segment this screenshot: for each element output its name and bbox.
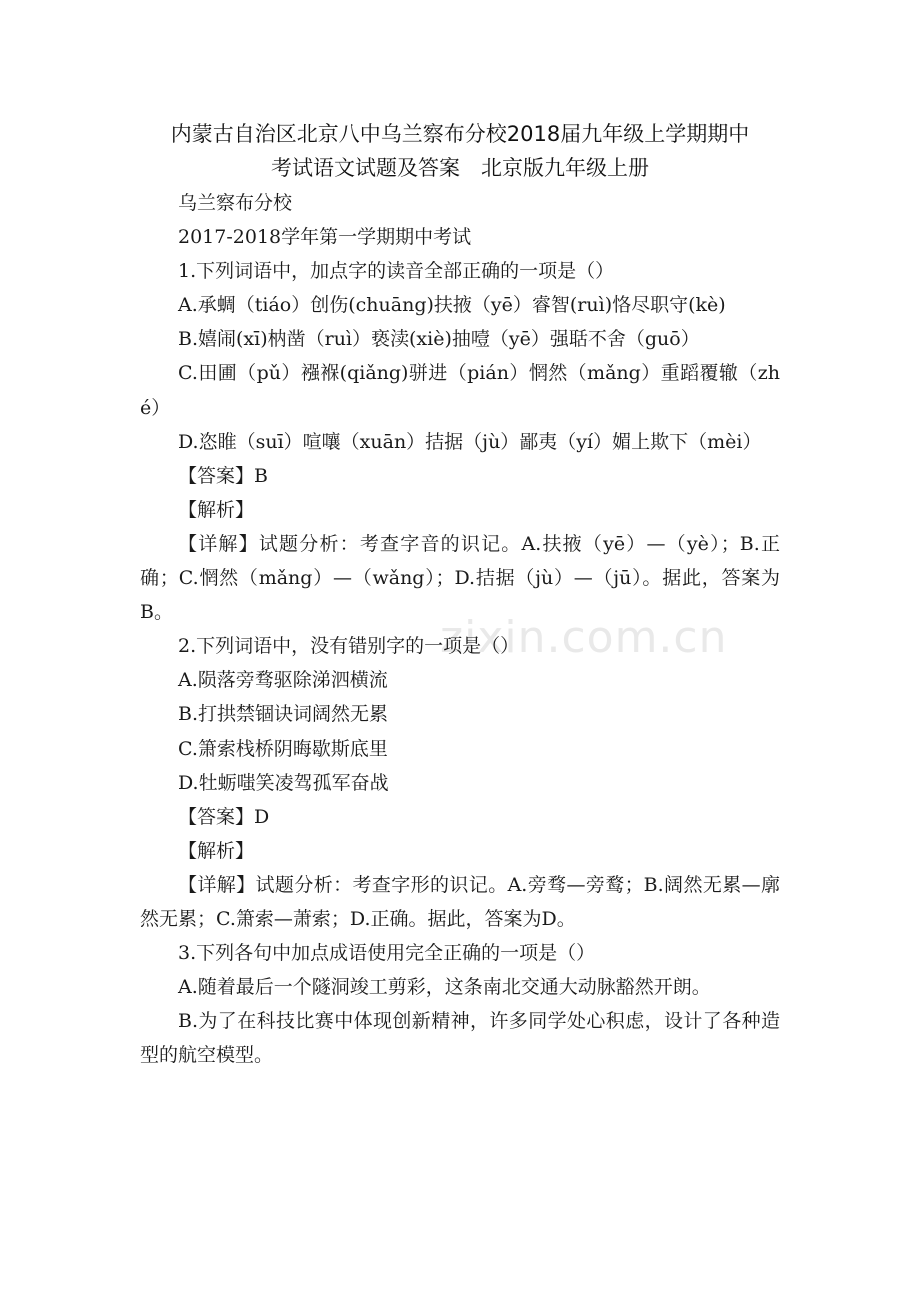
q2-option-d: D.牡蛎嗤笑凌驾孤军奋战	[178, 771, 389, 794]
q2-option-b: B.打拱禁锢诀词阔然无累	[178, 703, 389, 726]
q1-option-d: D.恣睢（suī）喧嚷（xuān）拮据（jù）鄙夷（yí）媚上欺下（mèi）	[178, 430, 762, 453]
q3-option-b: B.为了在科技比赛中体现创新精神，许多同学处心积虑，设计了各种造型的航空模型。	[140, 1010, 780, 1067]
q1-option-a: A.承蜩（tiáo）创伤(chuāng)扶掖（yē）睿智(ruì)恪尽职守(kè)	[178, 294, 726, 317]
question-1: 1.下列词语中，加点字的读音全部正确的一项是（）	[178, 260, 615, 283]
q1-explanation: 【详解】试题分析：考查字音的识记。A.扶掖（yē）—（yè）；B.正确；C.惘然（mǎng）—（wǎng）；D.拮据（jù）—（jū）。据此，答案为B。	[140, 532, 780, 624]
q2-explanation: 【详解】试题分析：考查字形的识记。A.旁骛—旁鹜；B.阔然无累—廓然无累；C.箫索—萧索；D.正确。据此，答案为D。	[140, 873, 780, 930]
q1-answer: 【答案】B	[178, 464, 268, 487]
watermark: zixin.com.cn	[440, 612, 728, 663]
q2-option-a: A.陨落旁骛驱除涕泗横流	[178, 669, 388, 692]
q1-analysis-heading: 【解析】	[178, 498, 255, 521]
document-title-line-2: 考试语文试题及答案 北京版九年级上册	[271, 156, 649, 180]
school-name: 乌兰察布分校	[178, 192, 293, 214]
q1-option-c: C.田圃（pǔ）襁褓(qiǎng)骈进（pián）惘然（mǎng）重蹈覆辙（zhé）	[140, 362, 780, 419]
question-3: 3.下列各句中加点成语使用完全正确的一项是（）	[178, 942, 596, 965]
q2-answer: 【答案】D	[178, 805, 270, 828]
question-2: 2.下列词语中，没有错别字的一项是（）	[178, 635, 520, 658]
q3-option-a: A.随着最后一个隧洞竣工剪彩，这条南北交通大动脉豁然开朗。	[178, 976, 711, 999]
document-title-line-1: 内蒙古自治区北京八中乌兰察布分校2018届九年级上学期期中	[170, 122, 750, 146]
q2-analysis-heading: 【解析】	[178, 839, 255, 862]
exam-term: 2017-2018学年第一学期期中考试	[178, 226, 472, 249]
q2-option-c: C.箫索栈桥阴晦歇斯底里	[178, 737, 388, 760]
document-body	[140, 186, 780, 1072]
q1-option-b: B.嬉闹(xī)枘凿（ruì）亵渎(xiè)抽噎（yē）强聒不舍（guō）	[178, 328, 700, 351]
